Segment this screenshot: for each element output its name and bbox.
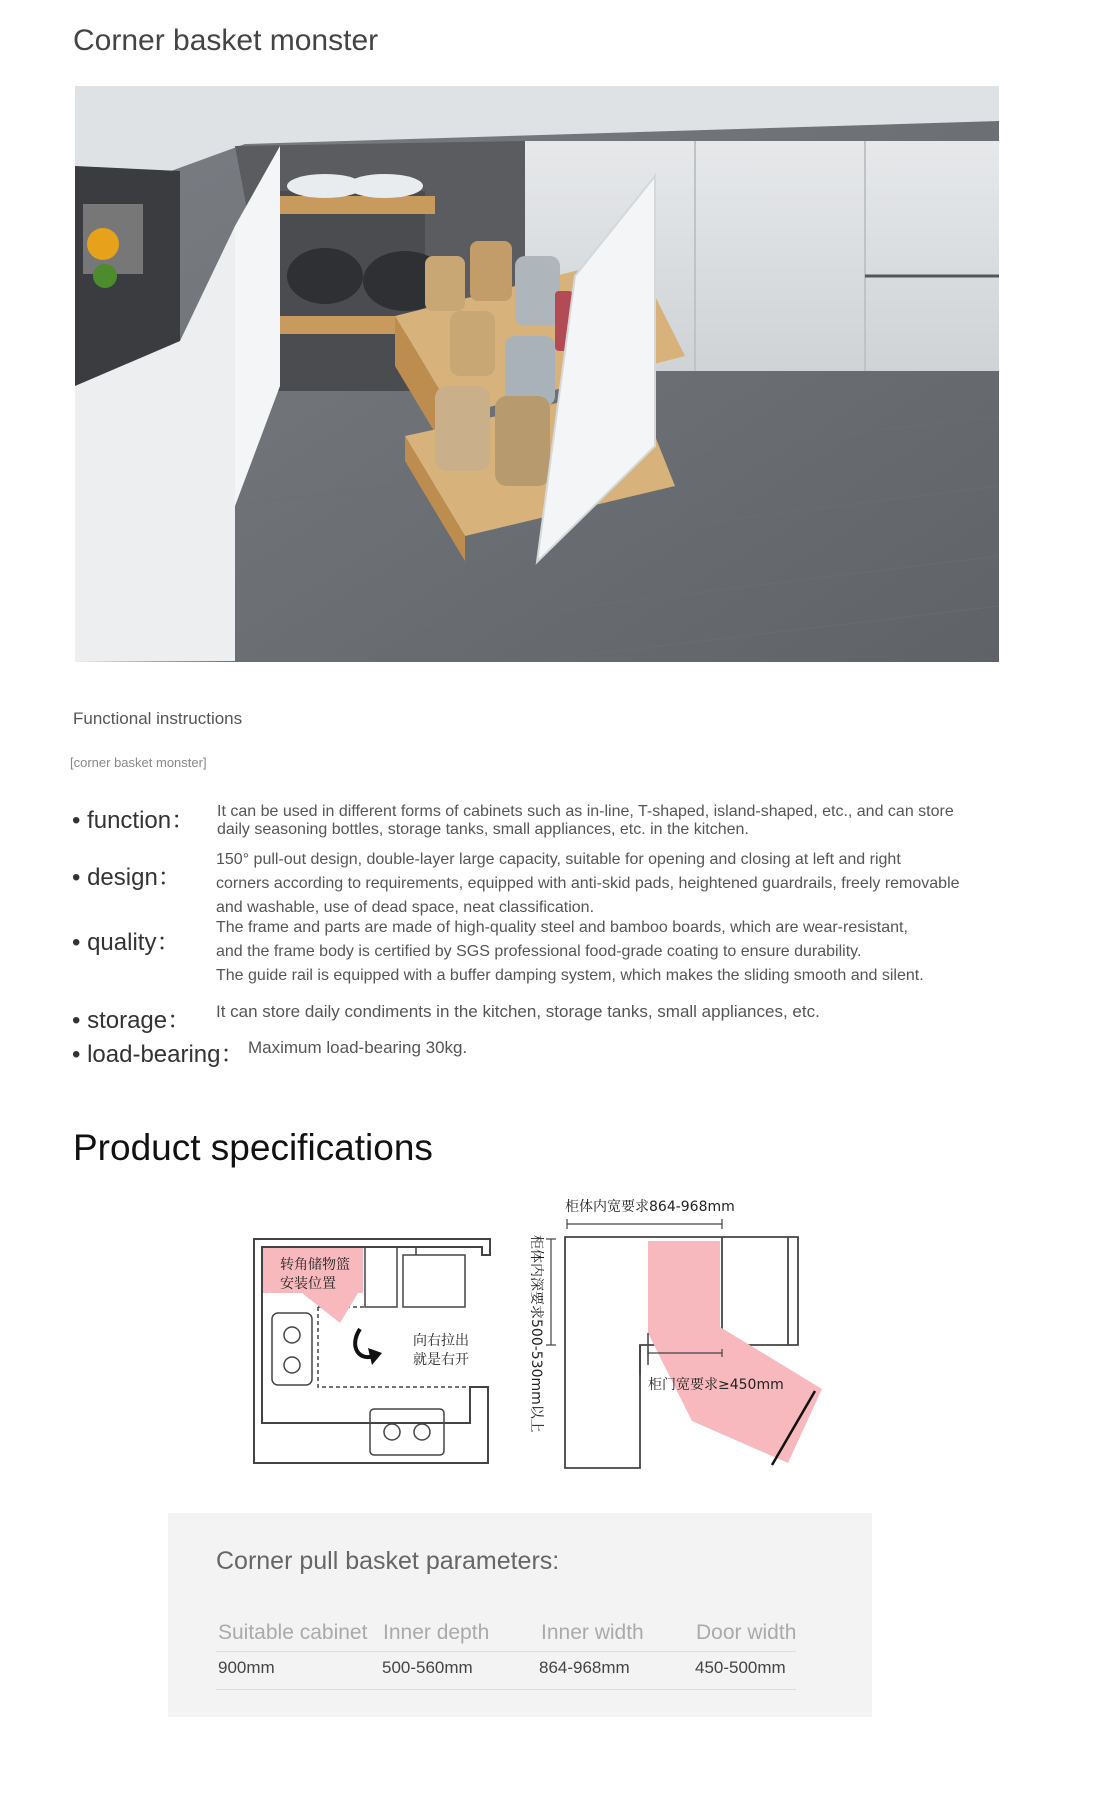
product-photo bbox=[75, 86, 999, 662]
product-specifications-title: Product specifications bbox=[73, 1127, 433, 1168]
feature-label: • quality： bbox=[72, 929, 181, 956]
depth-requirement: 柜体内深要求500-530mm以上 bbox=[528, 1235, 544, 1433]
feature-text: It can be used in different forms of cabinets such as in-line, T-shaped, island-shaped, etc., and can store daily seasoning bottles, storage tanks, small appliances, etc. in the kitchen. bbox=[217, 803, 954, 838]
header-suitable-cabinet: Suitable cabinet bbox=[218, 1621, 368, 1644]
parameters-panel bbox=[168, 1513, 872, 1717]
door-requirement: 柜门宽要求≥450mm bbox=[648, 1377, 784, 1393]
installation-diagram bbox=[240, 1193, 840, 1473]
pull-label-1: 向右拉出 bbox=[413, 1333, 469, 1349]
feature-text: It can store daily condiments in the kitchen, storage tanks, small appliances, etc. bbox=[216, 1002, 820, 1021]
page-title: Corner basket monster bbox=[73, 24, 379, 57]
value-door-width: 450-500mm bbox=[695, 1658, 786, 1677]
value-suitable-cabinet: 900mm bbox=[218, 1658, 275, 1677]
header-door-width: Door width bbox=[696, 1621, 797, 1644]
value-inner-width: 864-968mm bbox=[539, 1658, 630, 1677]
header-inner-width: Inner width bbox=[541, 1621, 644, 1644]
header-inner-depth: Inner depth bbox=[383, 1621, 490, 1644]
product-tag: [corner basket monster] bbox=[70, 755, 207, 770]
pull-label-2: 就是右开 bbox=[413, 1352, 469, 1368]
feature-label: • design： bbox=[72, 864, 182, 891]
value-inner-depth: 500-560mm bbox=[382, 1658, 473, 1677]
width-requirement: 柜体内宽要求864-968mm bbox=[565, 1199, 735, 1215]
feature-label: • function： bbox=[72, 807, 196, 834]
basket-highlight-swing bbox=[648, 1327, 822, 1463]
table-bottom-line bbox=[216, 1689, 796, 1690]
feature-label: • storage： bbox=[72, 1007, 192, 1034]
basket-label-2: 安装位置 bbox=[280, 1276, 336, 1292]
functional-instructions-heading: Functional instructions bbox=[73, 709, 243, 728]
feature-text: Maximum load-bearing 30kg. bbox=[248, 1038, 468, 1057]
basket-highlight-top bbox=[648, 1241, 720, 1333]
diagram-svg bbox=[240, 1193, 840, 1473]
basket-label-1: 转角储物篮 bbox=[280, 1257, 350, 1273]
feature-label: • load-bearing： bbox=[72, 1041, 245, 1068]
kitchen-corner-basket-illustration bbox=[75, 86, 999, 662]
feature-text: 150° pull-out design, double-layer large capacity, suitable for opening and closing at left and right corners according to requirements, equipped with anti-skid pads, heightened guardrails, freely removable and washable, use of dead space, neat classification. bbox=[216, 851, 960, 916]
feature-text: The frame and parts are made of high-quality steel and bamboo boards, which are wear-resistant, and the frame body is certified by SGS professional food-grade coating to ensure durability. The guide rail is equipped with a buffer damping system, which makes the sliding smooth and silent. bbox=[216, 919, 924, 984]
parameters-title: Corner pull basket parameters: bbox=[216, 1547, 560, 1575]
table-divider bbox=[216, 1651, 796, 1652]
